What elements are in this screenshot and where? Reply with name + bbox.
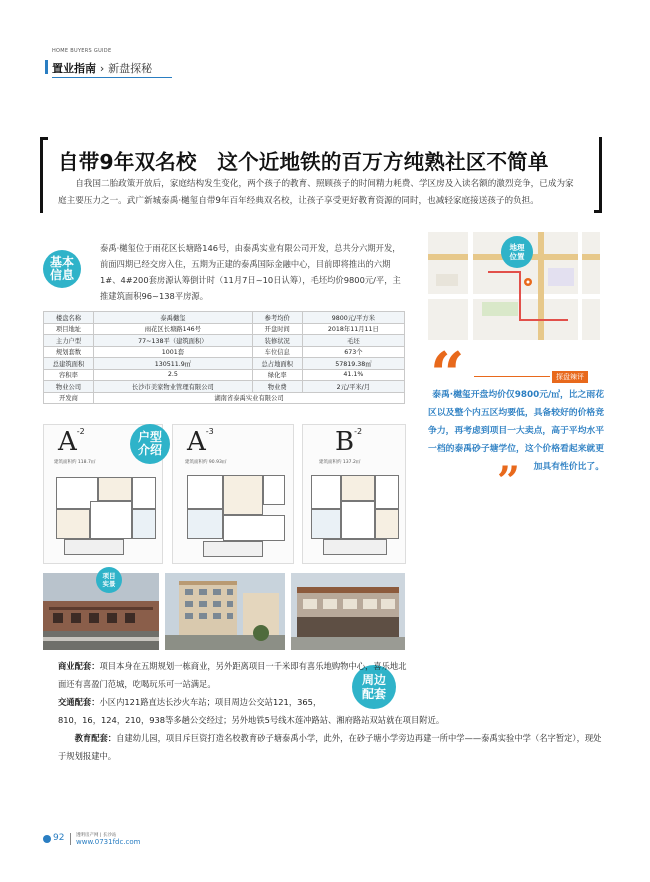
- plan-area: 建筑面积约 118.7㎡: [54, 460, 96, 465]
- spec-value: 77~138平（建筑面积）: [94, 335, 253, 347]
- spec-value: 9800元/平方米: [302, 312, 404, 324]
- spec-value: 长沙市美家物业管理有限公司: [94, 381, 253, 393]
- section-title: [52, 60, 152, 76]
- spec-row: [44, 335, 405, 347]
- plan-area: 建筑面积约 137.2㎡: [319, 460, 361, 465]
- spec-key: 物业费: [252, 381, 302, 393]
- education-label: 教育配套：: [74, 733, 117, 743]
- spec-value: 毛坯: [302, 335, 404, 347]
- spec-value: 130511.9㎡: [94, 358, 253, 370]
- spec-row: [44, 381, 405, 393]
- project-photos-badge: [96, 567, 122, 593]
- badge-line: 信息: [49, 268, 74, 282]
- spec-key: 容积率: [44, 369, 94, 381]
- badge-line: 位置: [509, 252, 525, 261]
- quote-open-mark: “: [430, 340, 465, 410]
- spec-key: 开盘时间: [252, 323, 302, 335]
- education-text: 自建幼儿园，项目斥巨资打造名校教育砂子塘泰禹小学，此外，在砂子塘小学旁边再建一所中学——泰禹实验中学（名字暂定），现处于规划报建中。: [58, 733, 602, 761]
- badge-line: 基本: [49, 255, 74, 269]
- spec-row: [44, 369, 405, 381]
- commercial-label: 商业配套：: [58, 661, 100, 671]
- commercial-paragraph: [58, 657, 408, 693]
- review-badge: 探盘辣评: [552, 371, 588, 383]
- spec-value: 雨花区长塘路146号: [94, 323, 253, 335]
- badge-line: 周边: [361, 673, 386, 687]
- headline-bracket-left: [40, 137, 48, 213]
- spec-key: 主力户型: [44, 335, 94, 347]
- spec-key: 绿化率: [252, 369, 302, 381]
- traffic-paragraph-tail: 810，16，124，210，938等多趟公交经过；另外地铁5号线木莲冲路站、湘府路站双站就在项目附近。: [58, 715, 445, 725]
- badge-line: 实景: [102, 580, 116, 588]
- spec-key: 总占地面积: [252, 358, 302, 370]
- spec-value: 2元/平米/月: [302, 381, 404, 393]
- surroundings-text-wide: [58, 711, 606, 765]
- review-quote: 泰禹·樾玺开盘均价仅9800元/㎡，比之雨花区以及整个内五区均要低，具备较好的价格竞争力，再考虑到项目一大卖点，高于平均水平一档的泰禹砂子塘学位，这个价格看起来就更加具有性价比了。: [428, 390, 604, 472]
- basic-info-text: 泰禹·樾玺位于雨花区长塘路146号，由泰禹实业有限公司开发，总共分六期开发，前面四期已经交房入住，五期为正建的泰禹国际金融中心，目前即将推出的六期1#、4#200套房源认筹倒计时（11月7日~10日认筹），毛坯均价9800元/平，主推建筑面积96~138平房源。: [100, 243, 401, 301]
- section-name: 置业指南: [52, 62, 96, 75]
- surroundings-text: [58, 657, 408, 711]
- project-photo-2: [165, 573, 285, 650]
- plan-letter: $B^{-2}$: [335, 427, 363, 457]
- spec-value: 泰禹樾玺: [94, 312, 253, 324]
- spec-row: [44, 323, 405, 335]
- basic-info-badge: [43, 250, 81, 288]
- spec-row: [44, 346, 405, 358]
- floor-plan-badge: [130, 424, 170, 464]
- spec-key: 总建筑面积: [44, 358, 94, 370]
- spec-row-developer: [44, 392, 405, 404]
- spec-key: 规划套数: [44, 346, 94, 358]
- spec-key: 装修状况: [252, 335, 302, 347]
- spec-value: 41.1%: [302, 369, 404, 381]
- badge-line: 项目: [102, 572, 116, 580]
- badge-line: 介绍: [137, 443, 162, 457]
- plan-letter: $A^{-3}$: [187, 427, 214, 457]
- spec-value: 2018年11月11日: [302, 323, 404, 335]
- spec-key: 参考均价: [252, 312, 302, 324]
- floor-plan-b2: [302, 424, 406, 564]
- page-number: 92: [53, 833, 65, 843]
- subsection-name: 新盘探秘: [108, 62, 153, 75]
- footer-dot: [43, 835, 51, 843]
- quote-divider: [474, 376, 550, 377]
- footer-url[interactable]: www.0731fdc.com: [76, 838, 141, 846]
- badge-line: 配套: [361, 687, 386, 701]
- spec-key: 物业公司: [44, 381, 94, 393]
- spec-row: [44, 312, 405, 324]
- spec-value: 1001套: [94, 346, 253, 358]
- breadcrumb-separator: ›: [99, 62, 105, 75]
- quote-close-mark: ”: [497, 458, 521, 505]
- spec-key: 楼盘名称: [44, 312, 94, 324]
- spec-value: 湖南省泰禹实业有限公司: [94, 392, 405, 404]
- project-photo-3: [291, 573, 405, 650]
- spec-value: 673个: [302, 346, 404, 358]
- badge-line: 地理: [509, 243, 525, 252]
- traffic-label: 交通配套：: [58, 697, 100, 707]
- header-underline: [52, 77, 172, 78]
- floor-plan-a3: [172, 424, 294, 564]
- traffic-text: 小区内121路直达长沙火车站；项目周边公交站121，365，: [99, 697, 322, 707]
- spec-key: 车位信息: [252, 346, 302, 358]
- badge-line: 户型: [137, 430, 162, 444]
- spec-table: [43, 311, 405, 404]
- education-paragraph: [58, 729, 606, 765]
- footer-site-name: 透明房产网 | 长沙站: [76, 833, 117, 838]
- article-lead: 自我国二胎政策开放后，家庭结构发生变化，两个孩子的教育、照顾孩子的时间精力耗费、学区房及入读名额的激烈竞争，已成为家庭主要压力之一。武广新城泰禹·樾玺自带9年百年经典双名校，让孩子享受更好教育资源的同时，也减轻家庭接送孩子的负担。: [58, 179, 574, 206]
- commercial-text: 项目本身在五期规划一栋商业，另外距离项目一千米即有喜乐地购物中心，喜乐地北面还有喜盈门范城，吃喝玩乐可一站满足。: [58, 661, 407, 689]
- plan-letter: $A^{-2}$: [58, 427, 85, 457]
- header-accent-bar: [45, 60, 48, 74]
- footer-separator: [70, 833, 71, 845]
- article-headline: 自带9年双名校 这个近地铁的百万方纯熟社区不简单: [58, 150, 549, 174]
- spec-key: 项目地址: [44, 323, 94, 335]
- spec-value: 2.5: [94, 369, 253, 381]
- traffic-paragraph-head: [58, 693, 408, 711]
- guide-label: HOME BUYERS GUIDE: [52, 48, 112, 54]
- headline-bracket-right: [594, 137, 602, 213]
- spec-row: [44, 358, 405, 370]
- plan-area: 建筑面积约 90.93㎡: [185, 460, 227, 465]
- spec-value: 57819.38㎡: [302, 358, 404, 370]
- spec-key: 开发商: [44, 392, 94, 404]
- map-badge: [501, 236, 533, 268]
